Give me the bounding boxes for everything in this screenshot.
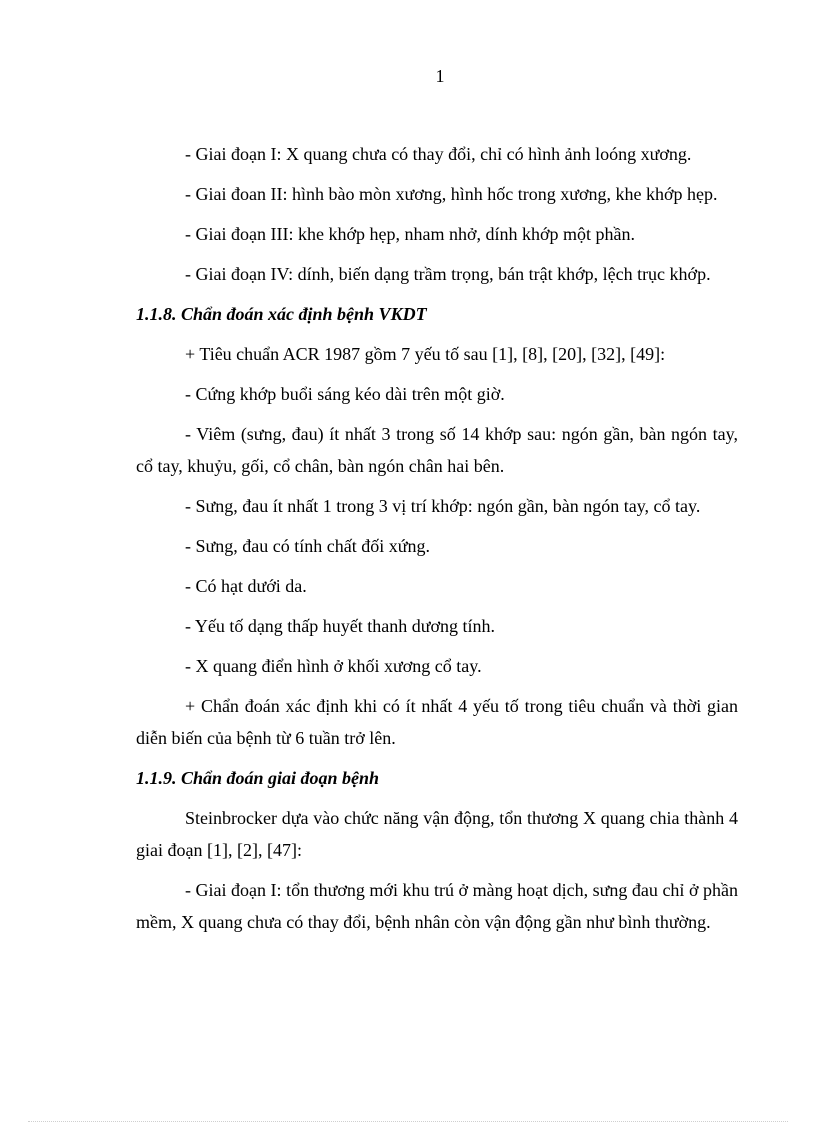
section-heading-1-1-8: 1.1.8. Chẩn đoán xác định bệnh VKDT [136, 304, 427, 324]
paragraph-criterion-5: - Có hạt dưới da. [185, 576, 307, 596]
paragraph-steinbrocker: Steinbrocker dựa vào chức năng vận động, tổn thương X quang chia thành 4 giai đoạn [1], [2], [47]: [136, 808, 738, 860]
paragraph-stage-2: - Giai đoan II: hình bào mòn xương, hình hốc trong xương, khe khớp hẹp. [185, 184, 718, 204]
paragraph-stage-1: - Giai đoạn I: X quang chưa có thay đổi, chỉ có hình ảnh loóng xương. [185, 144, 692, 164]
page-number: 1 [435, 66, 445, 86]
paragraph-criterion-7: - X quang điển hình ở khối xương cổ tay. [185, 656, 482, 676]
paragraph-steinbrocker-stage-1: - Giai đoạn I: tổn thương mới khu trú ở màng hoạt dịch, sưng đau chỉ ở phần mềm, X quang chưa có thay đổi, bệnh nhân còn vận động gần như bình thường. [136, 880, 738, 932]
page-bottom-divider [28, 1121, 788, 1122]
paragraph-criterion-3: - Sưng, đau ít nhất 1 trong 3 vị trí khớp: ngón gần, bàn ngón tay, cổ tay. [185, 496, 701, 516]
paragraph-criterion-6: - Yếu tố dạng thấp huyết thanh dương tính. [185, 616, 496, 636]
paragraph-criterion-1: - Cứng khớp buổi sáng kéo dài trên một giờ. [185, 384, 505, 404]
paragraph-criterion-4: - Sưng, đau có tính chất đối xứng. [185, 536, 430, 556]
paragraph-criterion-2: - Viêm (sưng, đau) ít nhất 3 trong số 14 khớp sau: ngón gần, bàn ngón tay, cổ tay, khuỷu, gối, cổ chân, bàn ngón chân hai bên. [136, 424, 738, 476]
document-body [136, 138, 738, 946]
paragraph-stage-4: - Giai đoạn IV: dính, biến dạng trầm trọng, bán trật khớp, lệch trục khớp. [185, 264, 711, 284]
paragraph-acr-criteria: + Tiêu chuẩn ACR 1987 gồm 7 yếu tố sau [1], [8], [20], [32], [49]: [185, 344, 666, 364]
paragraph-stage-3: - Giai đoạn III: khe khớp hẹp, nham nhở, dính khớp một phần. [185, 224, 635, 244]
section-heading-1-1-9: 1.1.9. Chẩn đoán giai đoạn bệnh [136, 768, 380, 788]
paragraph-diagnosis-rule: + Chẩn đoán xác định khi có ít nhất 4 yếu tố trong tiêu chuẩn và thời gian diễn biến của bệnh từ 6 tuần trở lên. [136, 696, 738, 748]
